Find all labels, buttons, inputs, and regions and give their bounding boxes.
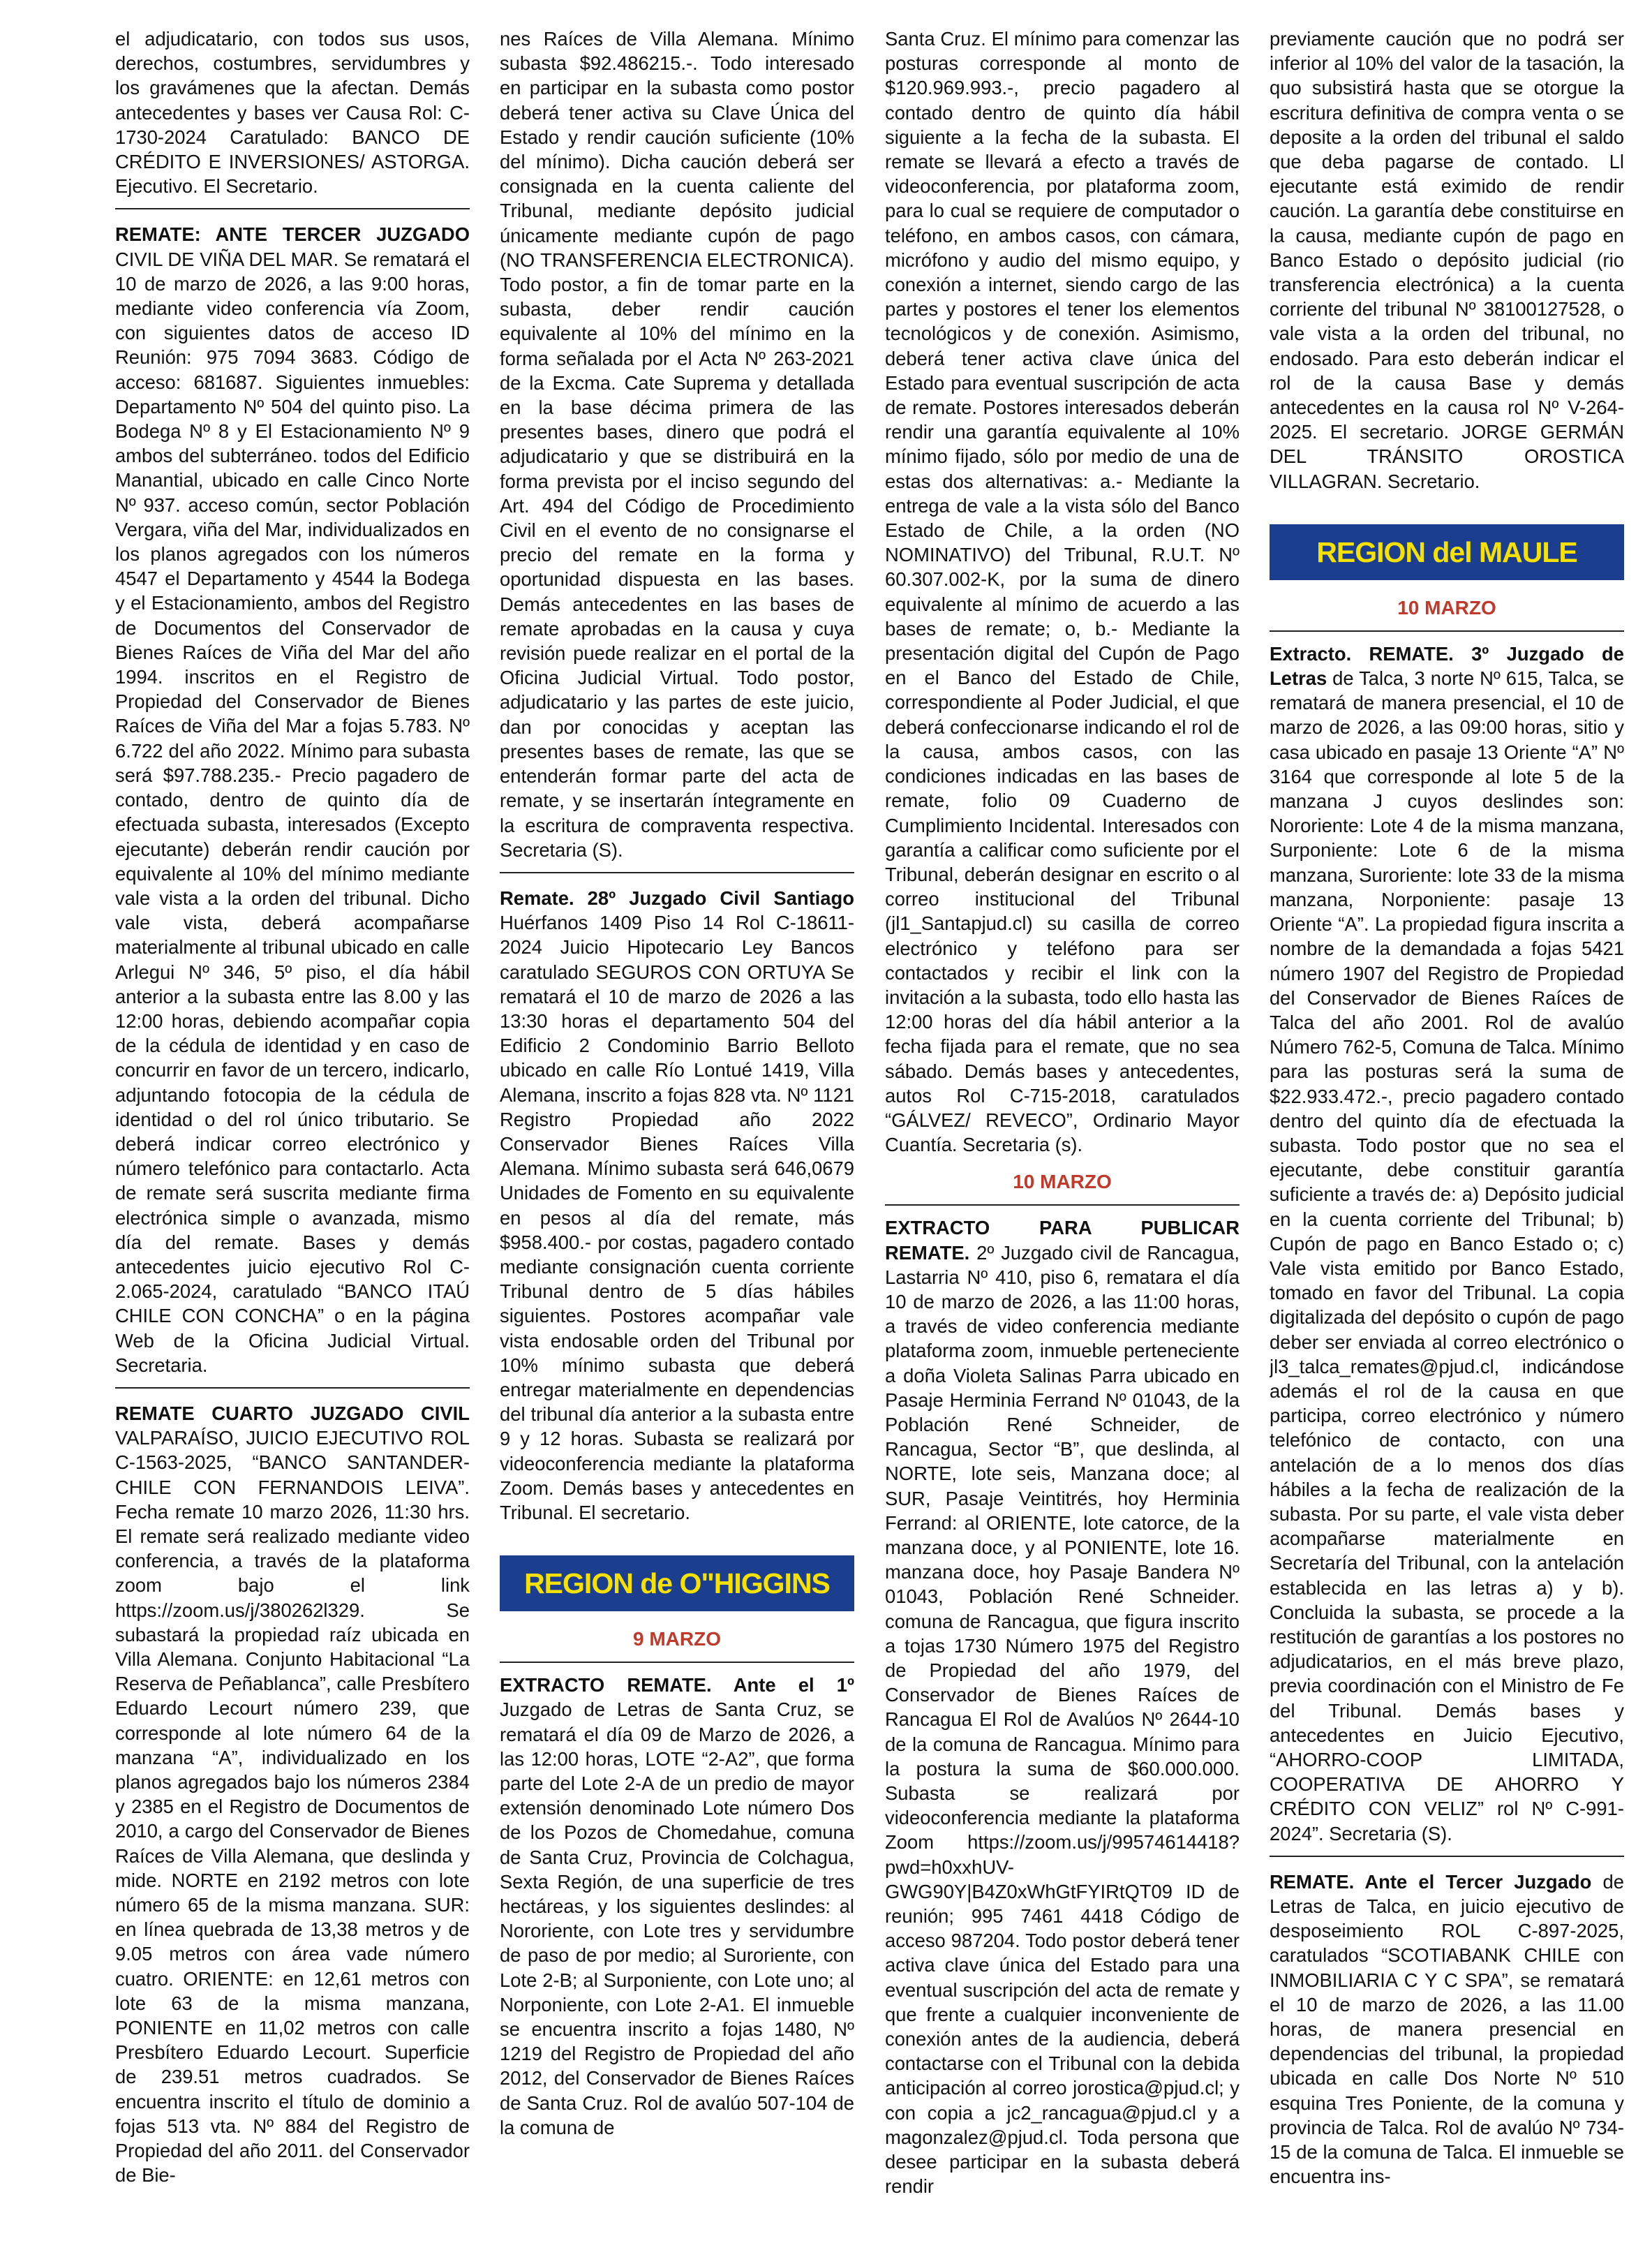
notice-body: VALPARAÍSO, JUICIO EJECUTIVO ROL C-1563-2025, “BANCO SANTANDER-CHILE CON FERNANDOIS LEIVA”. Fecha remate 10 marzo 2026, 11:30 hrs. El remate será realizado mediante video conferencia, a través de la plataforma zoom bajo el link https://zoom.us/j/380262l329. Se subastará la propiedad raíz ubicada en Villa Alemana. Conjunto Habitacional “La Reserva de Peñablanca”, calle Presbítero Eduardo Lecourt número 239, que corresponde al lote número 64 de la manzana “A”, individualizado en los planos agregados bajo los números 2384 y 2385 en el Registro de Documentos de 2010, a cargo del Conservador de Bienes Raíces de Villa Alemana, que deslinda y mide. NORTE en 2192 metros con lote número 65 de la misma manzana. SUR: en línea quebrada de 13,38 metros y de 9.05 metros con área vade número cuatro. ORIENTE: en 12,61 metros con lote 63 de la misma manzana, PONIENTE en 11,02 metros con calle Presbítero Eduardo Lecourt. Superficie de 239.51 metros cuadrados. Se encuentra inscrito el título de dominio a fojas 513 vta. Nº 884 del Registro de Propiedad del año 2011. del Conservador de Bie- [115, 1427, 470, 2187]
date-heading: 10 MARZO [1013, 1171, 1112, 1193]
divider [115, 208, 470, 209]
notice-fragment: Santa Cruz. El mínimo para comenzar las posturas corresponde al monto de $120.969.993.-, precio pagadero al contado dentro de quinto día hábil siguiente a la fecha de la subasta. El remate se llevará a efecto a través de videoconferencia, por plataforma zoom, para lo cual se requiere de computador o teléfono, en ambos casos, con cámara, micrófono y audio del mismo equipo, y conexión a internet, siendo cargo de las partes y postores el tener los elementos tecnológicos y de conexión. Asimismo, deberá tener activa clave única del Estado para eventual suscripción de acta de remate. Postores interesados deberán rendir una garantía equivalente al 10% mínimo fijado, sólo por medio de una de estas dos alternativas: a.- Mediante la entrega de vale a la vista sólo del Banco Estado de Chile, a la orden (NO NOMINATIVO) del Tribunal, R.U.T. Nº 60.307.002-K, por la suma de dinero equivalente al mínimo de acuerdo a las bases de remate; o, b.- Mediante la presentación digital del Cupón de Pago en el Banco del Estado de Chile, correspondiente al Poder Judicial, el que deberá confeccionarse indicando el rol de la causa, ambos casos, con las condiciones indicadas en las bases de remate, folio 09 Cuaderno de Cumplimiento Incidental. Interesados con garantía a calificar como suficiente por el Tribunal, deberán designar en escrito o al correo institucional del Tribunal (jl1_Santapjud.cl) su casilla de correo electrónico y teléfono para ser contactados y recibir el link con la invitación a la subasta, todo ello hasta las 12:00 horas del día hábil anterior a la fecha fijada para el remate, que no sea sábado. Demás bases y antecedentes, autos Rol C-715-2018, caratulados “GÁLVEZ/ REVECO”, Ordinario Mayor Cuantía. Secretaria (s). [885, 28, 1240, 1156]
notice-body: de Talca, 3 norte Nº 615, Talca, se rematará de manera presencial, el 10 de marzo de 2026, a las 09:00 horas, sitio y casa ubicado en pasaje 13 Oriente “A” Nº 3164 que corresponde al lote 5 de la manzana J cuyos deslindes son: Nororiente: Lote 4 de la misma manzana, Surponiente: Lote 6 de la misma manzana, Suroriente: lote 33 de la misma manzana, Norponiente: pasaje 13 Oriente “A”. La propiedad figura inscrita a nombre de la demandada a fojas 5421 número 1907 del Registro de Propiedad del Conservador de Bienes Raíces de Talca del año 2001. Rol de avalúo Número 762-5, Comuna de Talca. Mínimo para las posturas será la suma de $22.933.472.-, precio pagadero contado dentro del quinto día de efectuada la subasta. Todo postor que no sea el ejecutante, debe constituir garantía suficiente a través de: a) Depósito judicial en la cuenta corriente del Tribunal; b) Cupón de pago en Banco Estado o; c) Vale vista emitido por Banco Estado, tomado en favor del Tribunal. La copia digitalizada del depósito o cupón de pago deber ser enviada al correo electrónico o jl3_talca_remates@pjud.cl, indicándose además el rol de la causa en que participa, correo electrónico y número telefónico de contacto, con una antelación de a lo menos dos días hábiles a la fecha de realización de la subasta. Por su parte, el vale vista deber acompañarse materialmente en Secretaría del Tribunal, con la antelación establecida en las letras a) y b). Concluida la subasta, se procede a la restitución de garantías a los postores no adjudicatarios, en el más breve plazo, previa coordinación con el Ministro de Fe del Tribunal. Demás bases y antecedentes en Juicio Ejecutivo, “AHORRO-COOP LIMITADA, COOPERATIVA DE AHORRO Y CRÉDITO CON VELIZ” rol Nº C-991-2024”. Secretaria (S). [1270, 667, 1624, 1844]
notice-remate-cuarto-juzgado-valparaiso [115, 1401, 470, 2188]
notice-fragment: nes Raíces de Villa Alemana. Mínimo subasta $92.486215.-. Todo interesado en participar en la subasta como postor deberá tener activa su Clave Única del Estado y rendir caución suficiente (10% del mínimo). Dicha caución deberá ser consignada en la cuenta caliente del Tribunal, mediante depósito judicial únicamente mediante cupón de pago (NO TRANSFERENCIA ELECTRONICA). Todo postor, a fin de tomar parte en la subasta, deber rendir caución equivalente al 10% del mínimo en la forma señalada por el Acta Nº 263-2021 de la Excma. Cate Suprema y detallada en la base décima primera de las presentes bases, dinero que podrá el adjudicatario y que se distribuirá en la forma prevista por el inciso segundo del Art. 494 del Código de Procedimiento Civil en el evento de no consignarse el precio del remate en la forma y oportunidad dispuesta en las bases. Demás antecedentes en las bases de remate aprobadas en la causa y cuya revisión puede realizar en el portal de la Oficina Judicial Virtual. Todo postor, adjudicatario y las partes de este juicio, dan por conocidas y aceptan las presentes bases de remate, las que se entenderán formar parte del acta de remate, y se insertarán íntegramente en la escritura de compraventa respectiva. Secretaria (S). [500, 28, 854, 861]
notice-body: de Letras de Talca, en juicio ejecutivo de desposeimiento ROL C-897-2025, caratulados “SCOTIABANK CHILE con INMOBILIARIA C Y C SPA”, se rematará el 10 de marzo de 2026, a las 11.00 horas, de manera presencial en dependencias del tribunal, la propiedad ubicada en calle Dos Norte Nº 510 esquina Tres Poniente, de la comuna y provincia de Talca. Rol de avalúo Nº 734-15 de la comuna de Talca. El inmueble se encuentra ins- [1270, 1870, 1624, 2188]
date-heading: 9 MARZO [633, 1628, 721, 1650]
divider [885, 1204, 1240, 1206]
divider [1270, 1856, 1624, 1857]
notice-fragment: el adjudicatario, con todos sus usos, derechos, costumbres, servidumbres y los gravámenes que la afectan. Demás antecedentes y bases ver Causa Rol: C-1730-2024 Caratulado: BANCO DE CRÉDITO E INVERSIONES/ ASTORGA. Ejecutivo. El Secretario. [115, 28, 470, 198]
notice-extracto-santa-cruz [500, 1673, 854, 2140]
divider [1270, 630, 1624, 632]
column-4 [1270, 27, 1624, 2254]
date-heading: 10 MARZO [1397, 596, 1496, 619]
notice-heading: REMATE. Ante el Tercer Juzgado [1270, 1870, 1592, 1893]
notice-heading: Extracto. REMATE. 3º Juzgado de Letras [1270, 642, 1624, 690]
notice-body: Huérfanos 1409 Piso 14 Rol C-18611-2024 Juicio Hipotecario Ley Bancos caratulado SEGUROS CON ORTUYA Se rematará el 10 de marzo de 2026 a las 13:30 horas el departamento 504 del Edificio 2 Condominio Barrio Belloto ubicado en calle Río Lontué 1419, Villa Alemana, inscrito a fojas 828 vta. Nº 1121 Registro Propiedad año 2022 Conservador Bienes Raíces Villa Alemana. Mínimo subasta será 646,0679 Unidades de Fomento en su equivalente en pesos al día del remate, más $958.400.- por costas, pagadero contado mediante consignación cuenta corriente Tribunal dentro de 5 días hábiles siguientes. Postores acompañar vale vista endosable orden del Tribunal por 10% mínimo subasta que deberá entregar materialmente en dependencias del tribunal día anterior a la subasta entre 9 y 12 horas. Subasta se realizará por videoconferencia mediante la plataforma Zoom. Demás bases y antecedentes en Tribunal. El secretario. [500, 912, 854, 1523]
notice-heading: REMATE: ANTE TERCER JUZGADO [115, 223, 470, 246]
notice-body: CIVIL DE VIÑA DEL MAR. Se rematará el 10 de marzo de 2026, a las 9:00 horas, mediante video conferencia vía Zoom, con siguientes datos de acceso ID Reunión: 975 7094 3683. Código de acceso: 681687. Siguientes inmuebles: Departamento Nº 504 del quinto piso. La Bodega Nº 8 y El Estacionamiento Nº 9 ambos del subterráneo. todos del Edificio Manantial, ubicado en calle Cinco Norte Nº 937. acceso común, sector Población Vergara, viña del Mar, individualizados en los planos agregados con los números 4547 el Departamento y 4544 la Bodega y el Estacionamiento, ambos del Registro de Documentos del Conservador de Bienes Raíces de Viña del Mar del año 1994. inscritos en el Registro de Propiedad del Conservador de Bienes Raíces de Viña del Mar a fojas 5.783. Nº 6.722 del año 2022. Mínimo para subasta será $97.788.235.- Precio pagadero de contado, dentro de quinto día de efectuada subasta, interesados (Excepto ejecutante) deberán rendir caución por equivalente al 10% del mínimo mediante vale vista a la orden del tribunal. Dicho vale vista, deberá acompañarse materialmente al tribunal ubicado en calle Arlegui Nº 346, 5º piso, el día hábil anterior a la subasta entre las 8.00 y las 12:00 horas, debiendo acompañar copia de la cédula de identidad y en caso de concurrir en favor de un tercero, indicarlo, adjuntando fotocopia de la cédula de identidad o del rol único tributario. Se deberá indicar correo electrónico y número telefónico para contactarlo. Acta de remate será suscrita mediante firma electrónica simple o avanzada, mismo día del remate. Bases y demás antecedentes juicio ejecutivo Rol C-2.065-2024, caratulado “BANCO ITAÚ CHILE CON CONCHA” o en la página Web de la Oficina Judicial Virtual. Secretaria. [115, 248, 470, 1376]
notice-remate-talca-scotiabank [1270, 1870, 1624, 2189]
notice-body: Juzgado de Letras de Santa Cruz, se rematará el día 09 de Marzo de 2026, a las 12:00 horas, LOTE “2-A2”, que forma parte del Lote 2-A de un predio de mayor extensión denominado Lote número Dos de los Pozos de Chomedahue, comuna de Santa Cruz, Provincia de Colchagua, Sexta Región, de una superficie de tres hectáreas, y los siguientes deslindes: al Nororiente, con Lote tres y servidumbre de paso de por medio; al Suroriente, con Lote 2-B; al Surponiente, con Lote uno; al Norponiente, con Lote 2-A1. El inmueble se encuentra inscrito a fojas 1480, Nº 1219 del Registro de Propiedad del año 2012, del Conservador de Bienes Raíces de Santa Cruz. Rol de avalúo 507-104 de la comuna de [500, 1699, 854, 2138]
divider [115, 1387, 470, 1389]
notice-fragment: previamente caución que no podrá ser inferior al 10% del valor de la tasación, la quo subsistirá hasta que se otorgue la escritura definitiva de compra venta o se deposite a la orden del tribunal el saldo que deba pagarse de contado. Ll ejecutante está eximido de rendir caución. La garantía debe constituirse en la causa, mediante cupón de pago en Banco Estado o depósito judicial (rio transferencia electrónica) a la cuenta corriente del tribunal Nº 38100127528, o vale vista a la orden del tribunal, no endosado. Para esto deberán indicar el rol de la causa Base y demás antecedentes en la causa rol Nº V-264-2025. El secretario. JORGE GERMÁN DEL TRÁNSITO OROSTICA VILLAGRAN. Secretario. [1270, 28, 1624, 492]
notice-remate-28-juzgado-santiago [500, 886, 854, 1525]
notice-heading: EXTRACTO REMATE. Ante el 1º [500, 1674, 854, 1696]
column-1 [115, 27, 470, 2254]
divider [500, 1662, 854, 1663]
column-3 [885, 27, 1240, 2254]
notice-body: 2º Juzgado civil de Rancagua, Lastarria Nº 410, piso 6, rematara el día 10 de marzo de 2026, a las 11:00 horas, a través de video conferencia mediante plataforma zoom, inmueble perteneciente a doña Violeta Salinas Parra ubicado en Pasaje Herminia Ferrand Nº 01043, de la Población René Schneider, de Rancagua, Sector “B”, que deslinda, al NORTE, lote seis, Manzana doce; al SUR, Pasaje Veintitrés, hoy Herminia Ferrand: al ORIENTE, lote catorce, de la manzana doce, y al PONIENTE, lote 16. manzana doce, hoy Pasaje Bandera Nº 01043, Población René Schneider. comuna de Rancagua, que figura inscrito a tojas 1730 Número 1975 del Registro de Propiedad del año 1979, del Conservador de Bienes Raíces de Rancagua El Rol de Avalúos Nº 2644-10 de la comuna de Rancagua. Mínimo para la postura la suma de $60.000.000. Subasta se realizará por videoconferencia mediante la plataforma Zoom https://zoom.us/j/99574614418?pwd=h0xxhUV-GWG90Y|B4Z0xWhGtFYIRtQT09 ID de reunión; 995 7461 4418 Código de acceso 987204. Todo postor deberá tener activa clave única del Estado para una eventual suscripción del acta de remate y que frente a cualquier inconveniente de conexión antes de la audiencia, deberá contactarse con el Tribunal con la debida anticipación al correo jorostica@pjud.cl; y con copia a jc2_rancagua@pjud.cl y a magonzalez@pjud.cl. Toda persona que desee participar en la subasta deberá rendir [885, 1241, 1240, 2198]
notice-extracto-talca [1270, 642, 1624, 1846]
notice-heading: REMATE CUARTO JUZGADO CIVIL [115, 1402, 470, 1424]
notice-heading: Remate. 28º Juzgado Civil Santiago [500, 887, 854, 909]
region-banner-maule: REGION del MAULE [1270, 524, 1624, 580]
notice-remate-tercer-juzgado-vina [115, 222, 470, 1377]
notice-heading: EXTRACTO PARA PUBLICAR REMATE. [885, 1217, 1240, 1264]
region-banner-ohiggins: REGION de O"HIGGINS [500, 1555, 854, 1611]
column-2 [500, 27, 854, 2254]
notice-extracto-rancagua [885, 1215, 1240, 2198]
divider [500, 872, 854, 873]
